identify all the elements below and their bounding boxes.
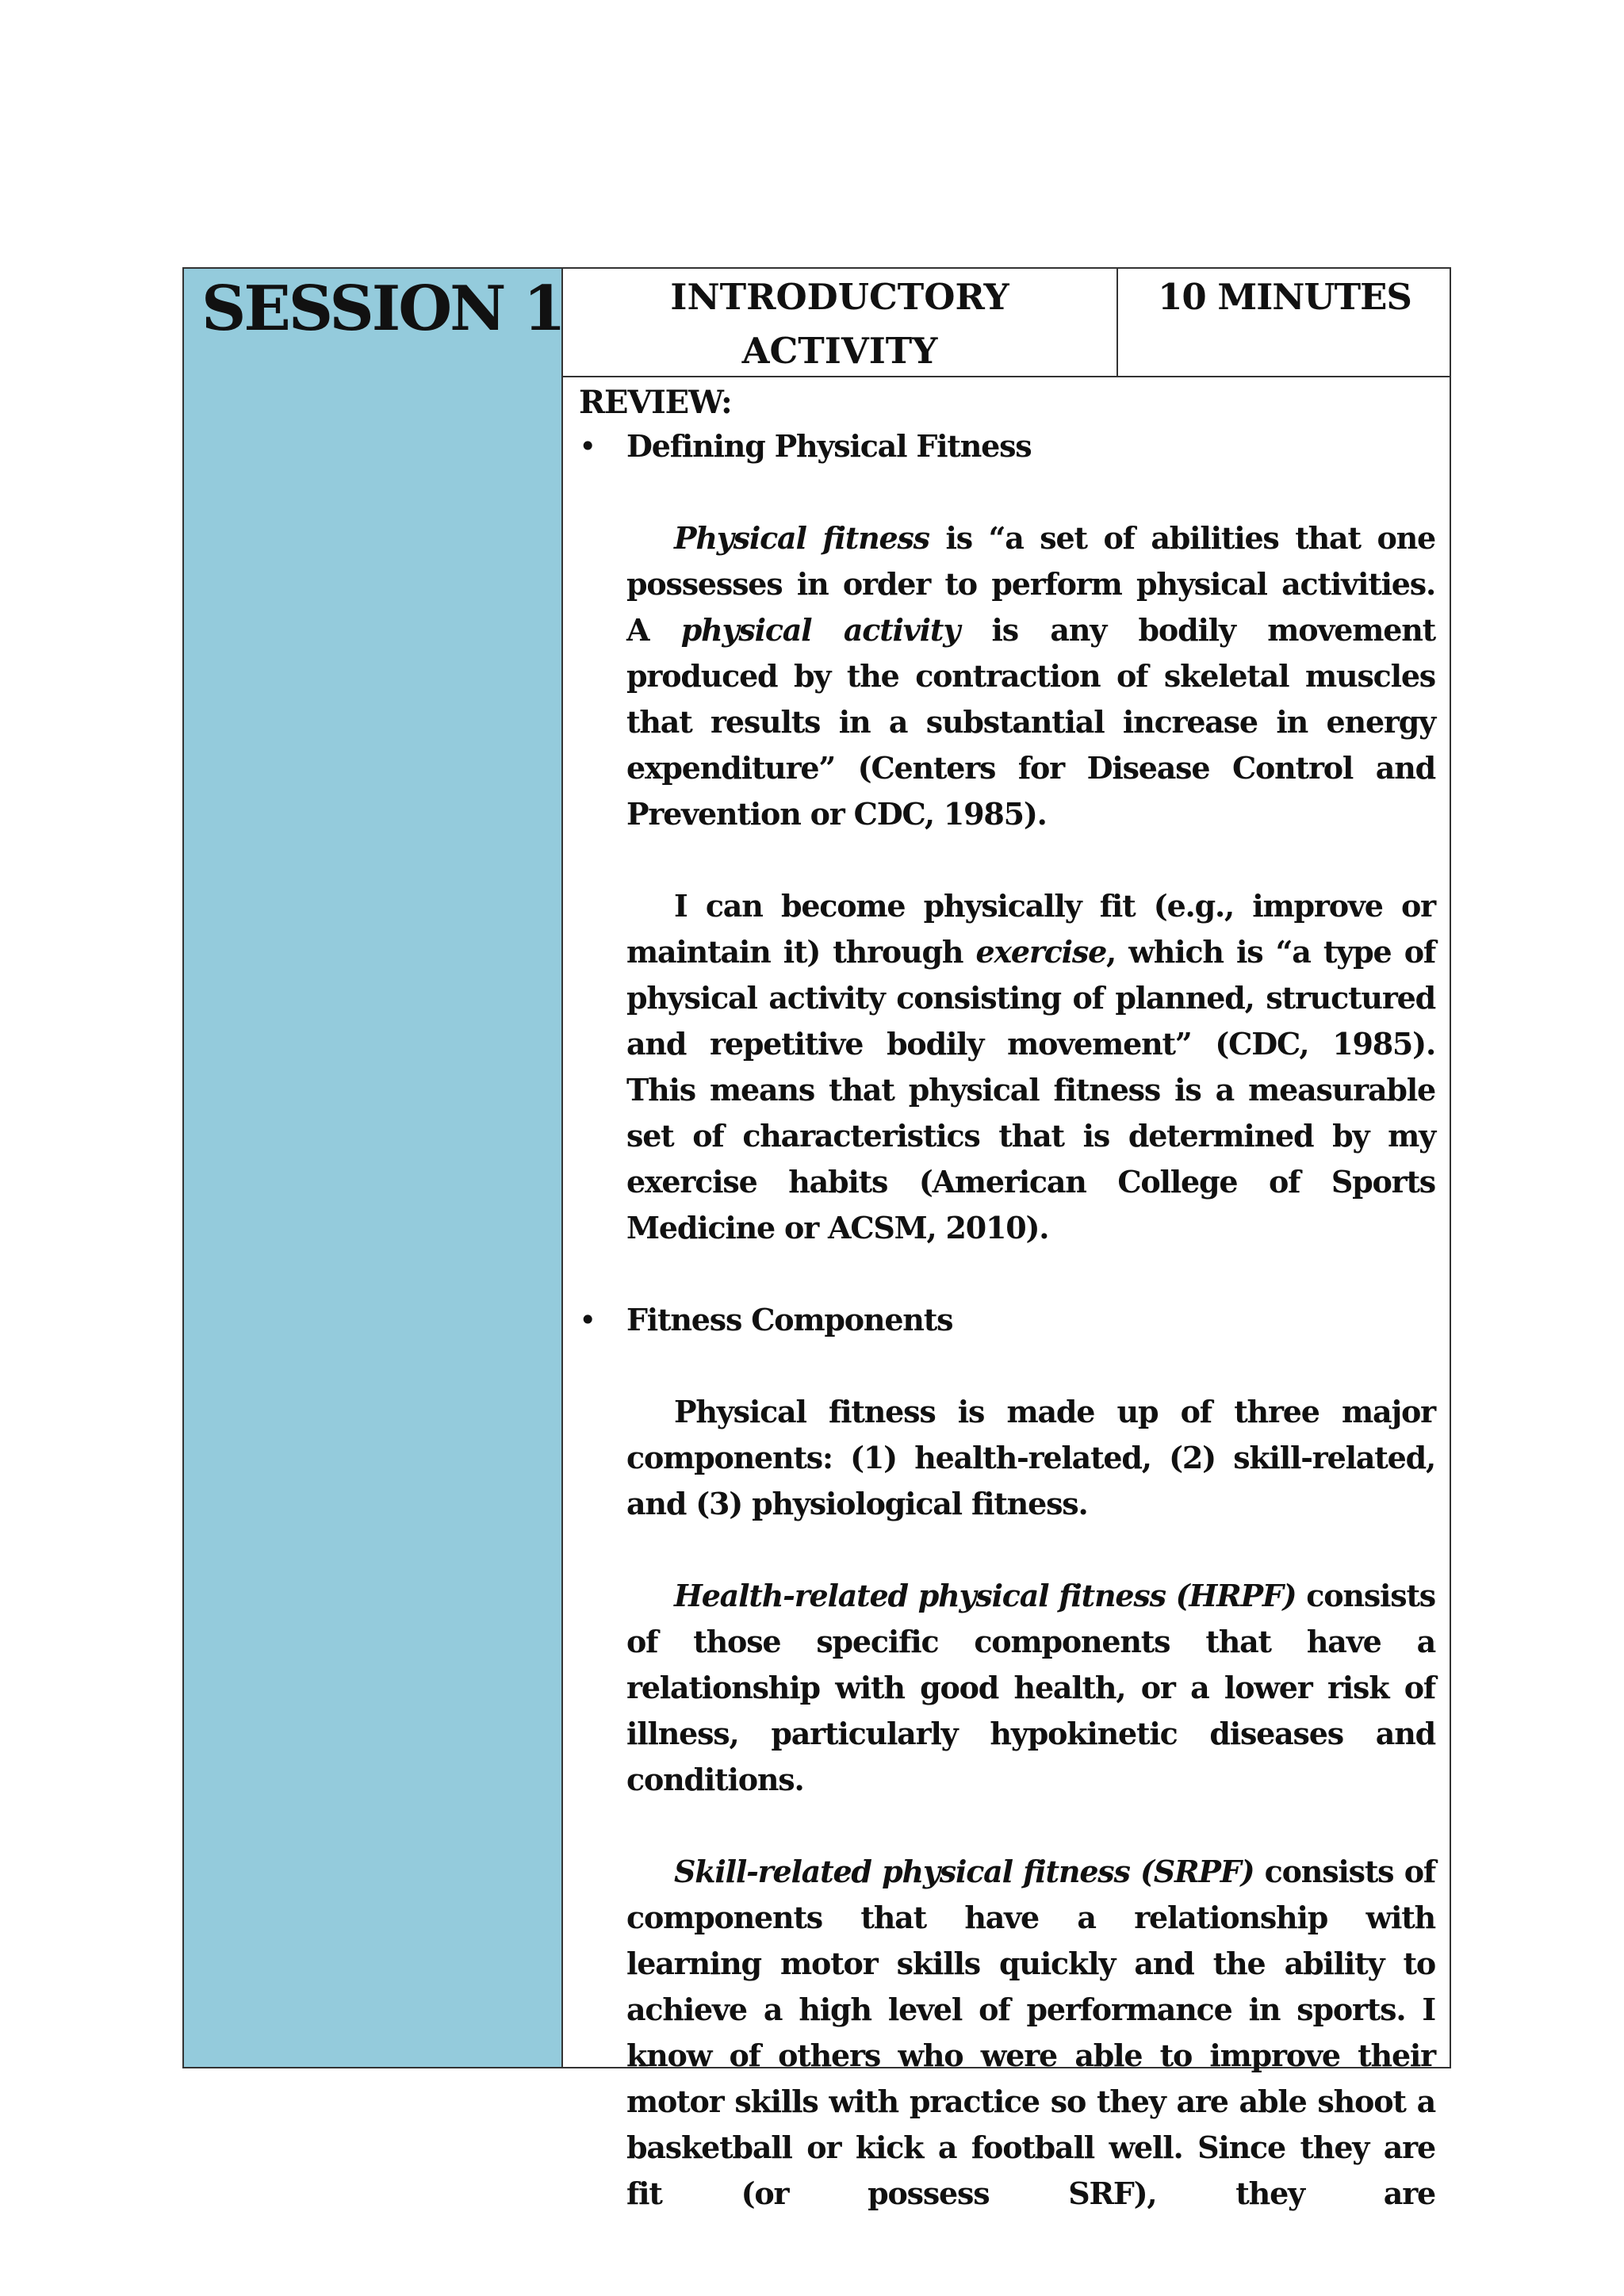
paragraph-text: consists of those specific components that have a relationship with good health, or a lower risk of illness, particularly hypokinetic diseases and conditions. — [626, 1578, 1435, 1797]
bullet-defining-physical-fitness — [579, 423, 1435, 469]
paragraph-text: Physical fitness is made up of three major components: (1) health-related, (2) skill-related, and (3) physiological fitness. — [626, 1394, 1435, 1521]
session-title: SESSION 1 — [201, 273, 564, 345]
italic-term: exercise — [975, 934, 1107, 970]
duration-header-cell — [1118, 269, 1451, 377]
italic-term: Health-related physical fitness (HRPF) — [674, 1578, 1297, 1613]
paragraph-components — [626, 1389, 1435, 1527]
bullet-dot-icon: • — [579, 1303, 596, 1337]
session-table — [182, 267, 1451, 2211]
paragraph-physical-fitness-definition — [626, 515, 1435, 837]
review-label: REVIEW: — [579, 384, 732, 421]
paragraph-text: is any bodily movement produced by the contraction of skeletal muscles that results in a substantial increase in energy expenditure” (Centers for Disease Control and Prevention or CDC, 1985). — [626, 612, 1435, 832]
activity-header-cell — [563, 269, 1118, 377]
content-cell — [563, 377, 1451, 2211]
bullet-text: Defining Physical Fitness — [626, 428, 1032, 464]
bullet-text: Fitness Components — [626, 1302, 953, 1337]
paragraph-text: I can become physically fit (e.g., improve or maintain it) through — [626, 888, 1435, 970]
activity-title: INTRODUCTORY ACTIVITY — [670, 276, 1009, 372]
paragraph-text: consists of components that have a relationship with learning motor skills quickly and the ability to achieve a high level of performance in sports. I know of others who were able to improve their motor skills with practice so they are able shoot a basketball or kick a football well. Since they are fit (or possess SRF), they are — [626, 1854, 1435, 2211]
paragraph-exercise — [626, 883, 1435, 1251]
italic-term: physical activity — [680, 612, 960, 648]
bullet-fitness-components — [579, 1297, 1435, 1343]
paragraph-srpf — [626, 1849, 1435, 2217]
italic-term: Skill-related physical fitness (SRPF) — [674, 1854, 1254, 1889]
paragraph-text: , which is “a type of physical activity consisting of planned, structured and repetitive bodily movement” (CDC, 1985). This means that physical fitness is a measurable set of characteristics that is determined by my exercise habits (American College of Sports Medicine or ACSM, 2010). — [626, 934, 1435, 1246]
paragraph-text: is “a set of abilities that one possesses in order to perform physical activities. A — [626, 520, 1435, 648]
italic-term: Physical fitness — [674, 520, 929, 556]
paragraph-hrpf — [626, 1573, 1435, 1803]
activity-duration: 10 MINUTES — [1158, 276, 1411, 318]
session-sidebar — [184, 269, 563, 2067]
bullet-dot-icon: • — [579, 429, 596, 464]
